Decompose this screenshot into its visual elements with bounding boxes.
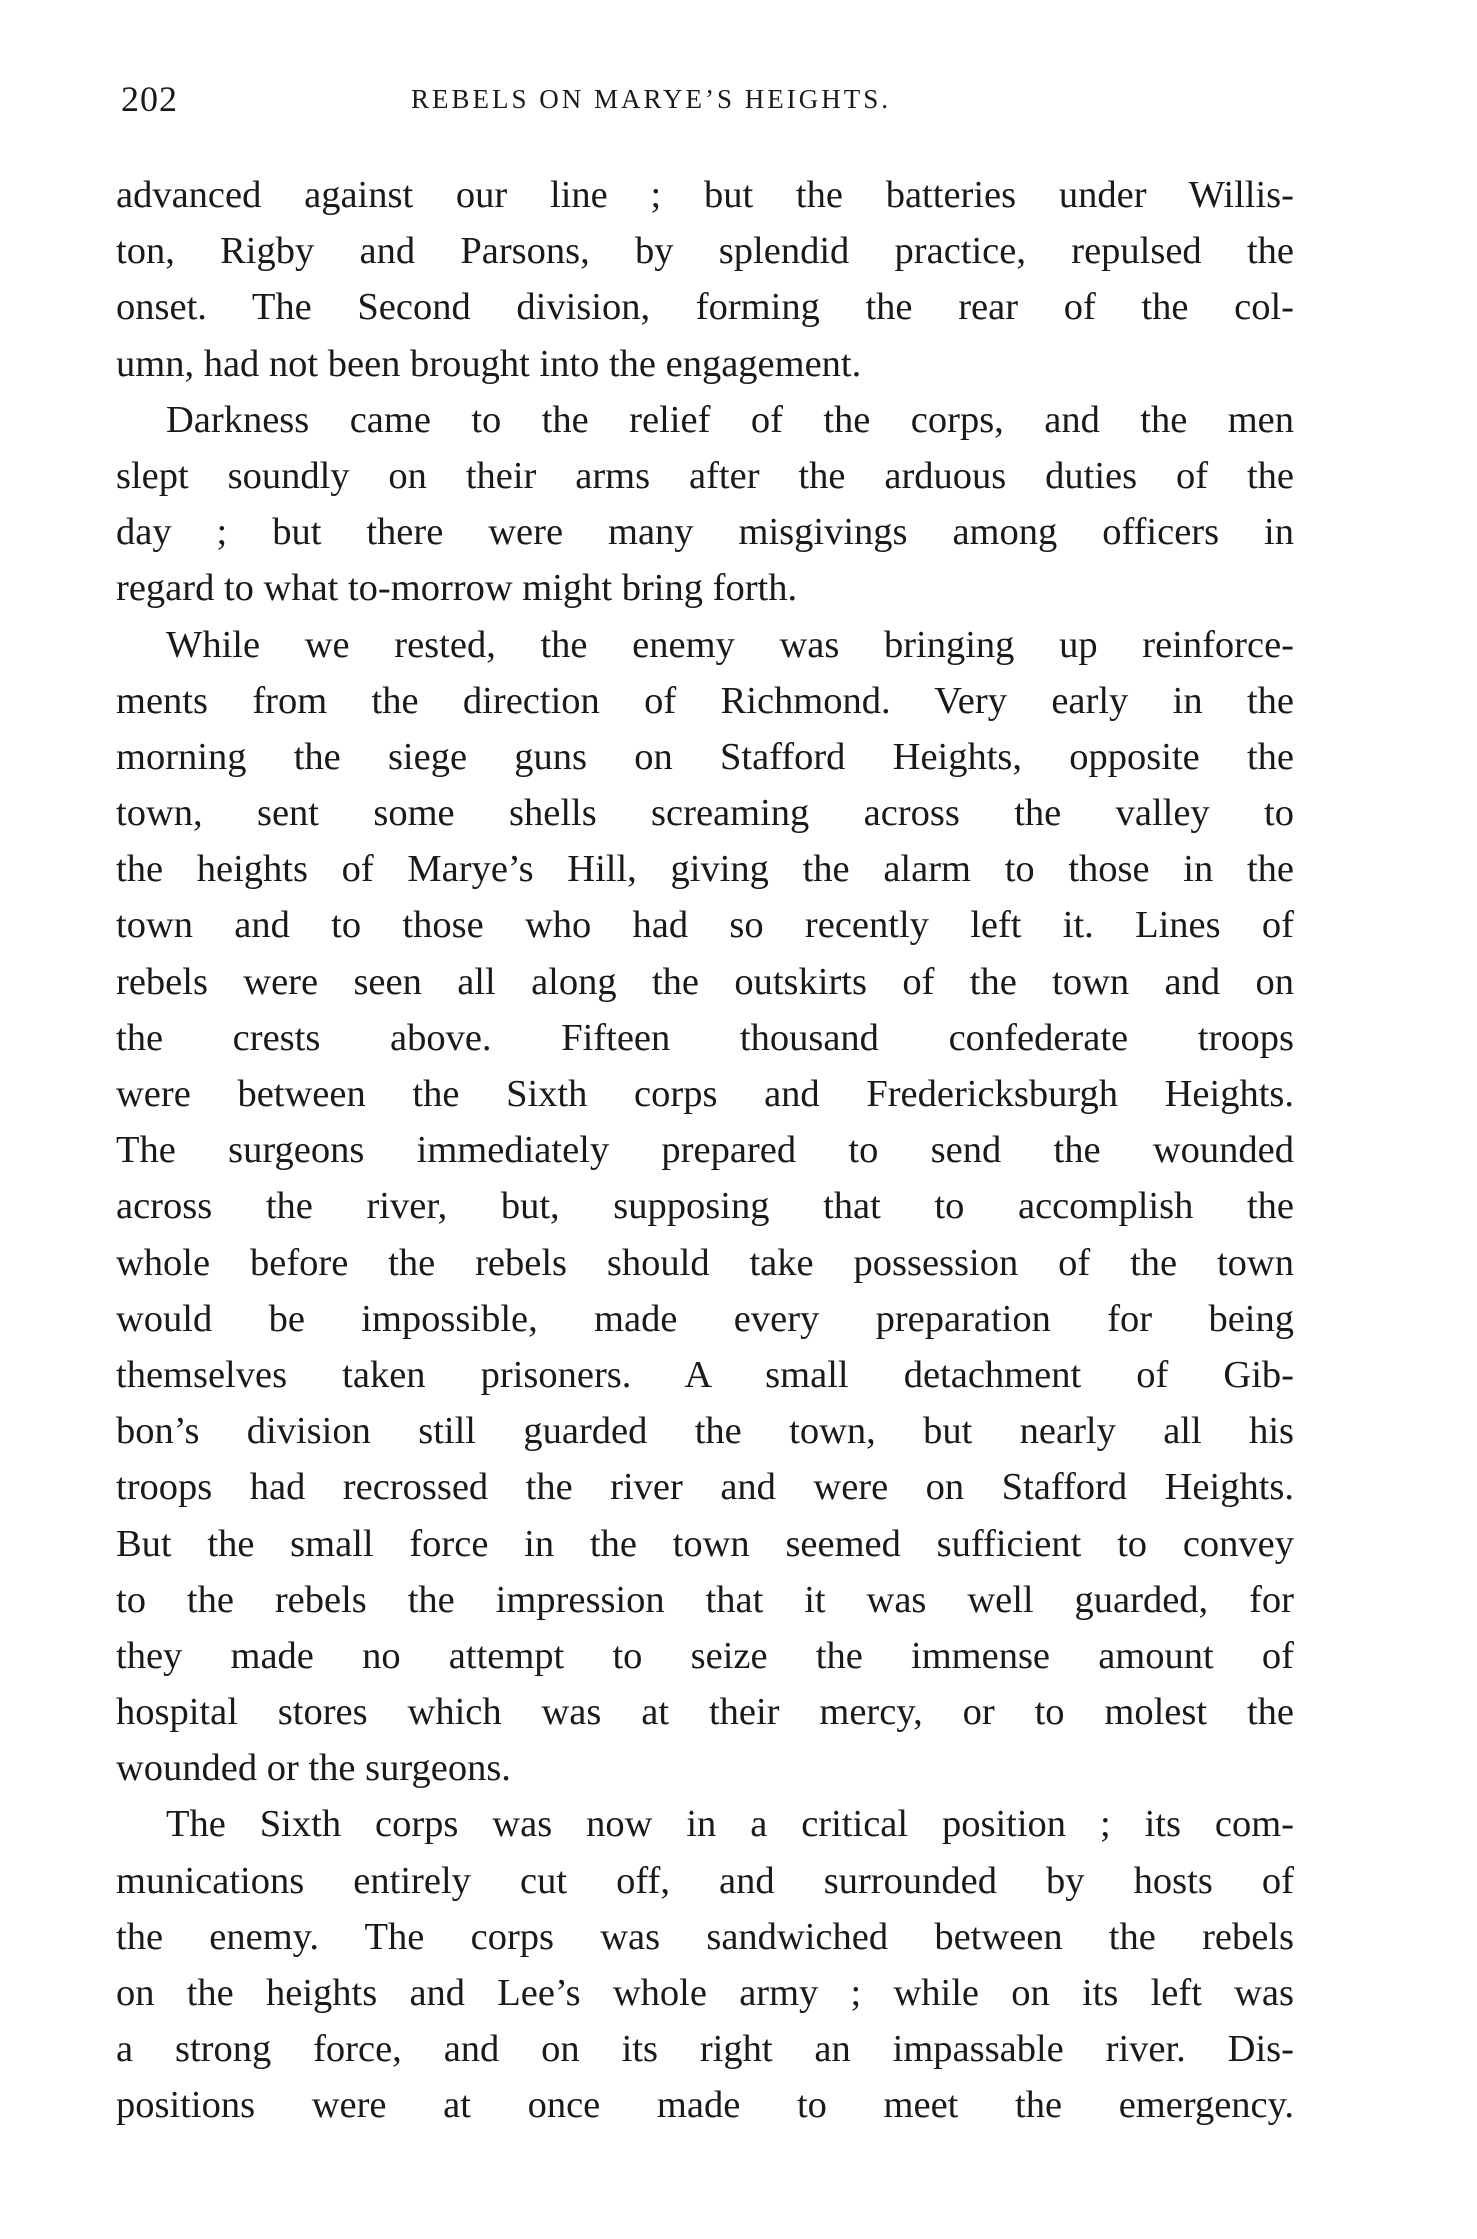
text-line: Darkness came to the relief of the corps, and the men bbox=[166, 398, 1294, 441]
text-line: The Sixth corps was now in a critical position ; its com- bbox=[166, 1803, 1294, 1846]
text-line: the heights of Marye’s Hill, giving the alarm to those in the bbox=[116, 848, 1294, 891]
text-line: bon’s division still guarded the town, but nearly all his bbox=[116, 1410, 1294, 1453]
text-line: would be impossible, made every preparation for being bbox=[116, 1297, 1294, 1340]
text-line: positions were at once made to meet the emergency. bbox=[116, 2084, 1294, 2127]
text-line: town, sent some shells screaming across the valley to bbox=[116, 792, 1294, 835]
text-line: munications entirely cut off, and surrounded by hosts of bbox=[116, 1859, 1294, 1902]
text-line: whole before the rebels should take possession of the town bbox=[116, 1241, 1294, 1284]
text-line: day ; but there were many misgivings among officers in bbox=[116, 511, 1294, 554]
text-line: advanced against our line ; but the batteries under Willis- bbox=[116, 174, 1294, 216]
text-line: The surgeons immediately prepared to send the wounded bbox=[116, 1129, 1294, 1172]
text-line: But the small force in the town seemed sufficient to convey bbox=[116, 1522, 1294, 1565]
page-number: 202 bbox=[121, 79, 178, 119]
text-line: they made no attempt to seize the immense amount of bbox=[116, 1634, 1294, 1677]
text-line: ments from the direction of Richmond. Very early in the bbox=[116, 679, 1294, 722]
text-line: wounded or the surgeons. bbox=[116, 1747, 511, 1790]
text-line: ton, Rigby and Parsons, by splendid practice, repulsed the bbox=[116, 230, 1294, 273]
body-text bbox=[116, 167, 1294, 2134]
text-line: to the rebels the impression that it was well guarded, for bbox=[116, 1578, 1294, 1621]
page-header bbox=[121, 78, 1301, 128]
text-line: were between the Sixth corps and Fredericksburgh Heights. bbox=[116, 1073, 1294, 1115]
text-line: town and to those who had so recently left it. Lines of bbox=[116, 904, 1294, 947]
running-head: REBELS ON MARYE’S HEIGHTS. bbox=[411, 84, 892, 114]
text-line: a strong force, and on its right an impassable river. Dis- bbox=[116, 2028, 1294, 2071]
text-line: the enemy. The corps was sandwiched between the rebels bbox=[116, 1915, 1294, 1958]
text-line: hospital stores which was at their mercy, or to molest the bbox=[116, 1691, 1294, 1734]
text-line: morning the siege guns on Stafford Heights, opposite the bbox=[116, 735, 1294, 778]
text-line: themselves taken prisoners. A small detachment of Gib- bbox=[116, 1353, 1294, 1396]
text-line: on the heights and Lee’s whole army ; while on its left was bbox=[116, 1972, 1294, 2014]
text-line: onset. The Second division, forming the rear of the col- bbox=[116, 286, 1294, 329]
text-line: slept soundly on their arms after the arduous duties of the bbox=[116, 454, 1294, 497]
text-line: across the river, but, supposing that to accomplish the bbox=[116, 1185, 1294, 1228]
text-line: troops had recrossed the river and were on Stafford Heights. bbox=[116, 1466, 1294, 1509]
text-line: rebels were seen all along the outskirts of the town and on bbox=[116, 960, 1294, 1003]
text-line: While we rested, the enemy was bringing up reinforce- bbox=[166, 623, 1294, 666]
text-line: the crests above. Fifteen thousand confederate troops bbox=[116, 1016, 1294, 1059]
text-line: regard to what to-morrow might bring forth. bbox=[116, 567, 798, 610]
text-line: umn, had not been brought into the engagement. bbox=[116, 342, 862, 385]
